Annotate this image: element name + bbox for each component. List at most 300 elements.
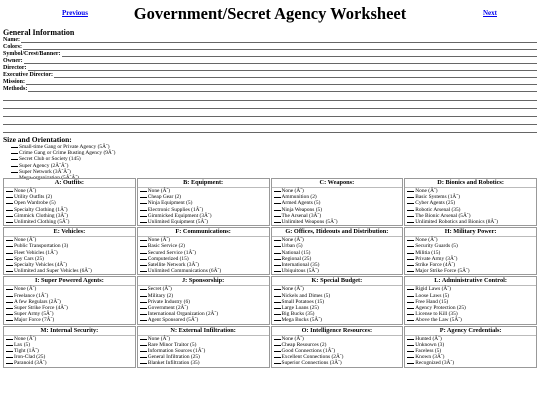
section-f-communications bbox=[137, 227, 270, 275]
section-e-vehicles bbox=[3, 227, 136, 275]
option-label: General Infiltration (25) bbox=[147, 354, 200, 361]
option-label: None (Â˜) bbox=[281, 335, 304, 342]
option-label: Blanket Infiltration (35) bbox=[147, 360, 200, 367]
section-title: D: Bionics and Robotics: bbox=[405, 179, 536, 188]
checkbox-line[interactable] bbox=[274, 308, 281, 309]
option-label: Paranoid (3Â˜) bbox=[14, 360, 47, 367]
methods-extra-lines bbox=[0, 93, 540, 133]
option-label: Ammunition (2) bbox=[281, 194, 317, 201]
option-item[interactable] bbox=[6, 317, 135, 323]
section-row bbox=[3, 326, 537, 369]
checkbox-line[interactable] bbox=[140, 320, 147, 321]
section-options bbox=[138, 237, 269, 274]
field-input-line[interactable] bbox=[21, 37, 537, 43]
section-d-bionics-and-robotics bbox=[404, 178, 537, 226]
field-methods bbox=[3, 86, 540, 93]
header-bar bbox=[0, 0, 540, 28]
checkbox-line[interactable] bbox=[407, 246, 414, 247]
section-l-administrative-control bbox=[404, 276, 537, 324]
option-item[interactable] bbox=[407, 219, 536, 225]
option-label: Urban (5) bbox=[281, 243, 303, 250]
checkbox-line[interactable] bbox=[407, 271, 414, 272]
section-g-offices-hideouts-and-distribution bbox=[271, 227, 404, 275]
checkbox-line[interactable] bbox=[407, 302, 414, 303]
checkbox-line[interactable] bbox=[6, 314, 13, 315]
checkbox-line[interactable] bbox=[274, 289, 281, 290]
checkbox-line[interactable] bbox=[407, 345, 414, 346]
field-label: Director: bbox=[3, 65, 27, 71]
option-item[interactable] bbox=[274, 219, 403, 225]
section-title: F: Communications: bbox=[138, 228, 269, 237]
option-label: Private Industry (6) bbox=[147, 298, 190, 305]
checkbox-line[interactable] bbox=[274, 320, 281, 321]
section-row bbox=[3, 276, 537, 325]
field-label: Mission: bbox=[3, 79, 26, 85]
option-label: The Bionic Arsenal (5Â˜) bbox=[415, 212, 471, 219]
option-label: Super Strike Force (4Â˜) bbox=[14, 305, 68, 312]
option-label: Tight (1Â˜) bbox=[14, 348, 39, 355]
checkbox-line[interactable] bbox=[6, 216, 13, 217]
checkbox-line[interactable] bbox=[407, 191, 414, 192]
size-option-label: Mega-organization (5Â˜Â˜) bbox=[19, 175, 79, 182]
checkbox-line[interactable] bbox=[407, 222, 414, 223]
section-title: E: Vehicles: bbox=[4, 228, 135, 237]
option-label: Ninja Weapons (5) bbox=[281, 206, 322, 213]
option-label: International Organization (2Â˜) bbox=[147, 311, 219, 318]
checkbox-line[interactable] bbox=[6, 197, 13, 198]
checkbox-line[interactable] bbox=[140, 210, 147, 211]
option-item[interactable] bbox=[140, 360, 269, 366]
section-options bbox=[272, 286, 403, 323]
field-name bbox=[3, 37, 540, 44]
field-executive-director bbox=[3, 72, 540, 79]
option-label: Small Potatoes (15) bbox=[281, 298, 325, 305]
checkbox-line[interactable] bbox=[6, 302, 13, 303]
option-label: Unlimited Robotics and Bionics (8Â˜) bbox=[415, 219, 498, 226]
checkbox-line[interactable] bbox=[274, 216, 281, 217]
option-label: License to Kill (35) bbox=[415, 311, 458, 318]
checkbox-line[interactable] bbox=[6, 265, 13, 266]
option-label: Militia (15) bbox=[415, 249, 441, 256]
checkbox-line[interactable] bbox=[140, 240, 147, 241]
option-label: Basic Service (2) bbox=[147, 243, 185, 250]
option-item[interactable] bbox=[274, 268, 403, 274]
section-options bbox=[4, 188, 135, 225]
section-row bbox=[3, 227, 537, 276]
option-label: Spy Cars (25) bbox=[14, 255, 44, 262]
checkbox-line[interactable] bbox=[140, 314, 147, 315]
checkbox-line[interactable] bbox=[6, 240, 13, 241]
checkbox-line[interactable] bbox=[6, 351, 13, 352]
section-options bbox=[405, 188, 536, 225]
page-title: Government/Secret Agency Worksheet bbox=[133, 4, 407, 23]
checkbox-line[interactable] bbox=[6, 271, 13, 272]
section-a-outfits bbox=[3, 178, 136, 226]
field-input-line[interactable] bbox=[54, 72, 537, 78]
blank-line[interactable] bbox=[3, 101, 537, 109]
checkbox-line[interactable] bbox=[407, 320, 414, 321]
section-options bbox=[405, 286, 536, 323]
checkbox-line[interactable] bbox=[140, 302, 147, 303]
option-label: Freelance (1Â˜) bbox=[14, 292, 49, 299]
option-label: Open Wardrobe (5) bbox=[14, 200, 56, 207]
checkbox-line[interactable] bbox=[274, 253, 281, 254]
checkbox-line[interactable] bbox=[407, 339, 414, 340]
section-options bbox=[272, 237, 403, 274]
checkbox-line[interactable] bbox=[140, 197, 147, 198]
checkbox-line[interactable] bbox=[6, 246, 13, 247]
size-option-label: Super Network (3Â˜Â˜) bbox=[19, 168, 71, 175]
option-label: Basic Systems (1Â˜) bbox=[415, 194, 460, 201]
checkbox-line[interactable] bbox=[274, 265, 281, 266]
checkbox-line[interactable] bbox=[274, 197, 281, 198]
checkbox-line[interactable] bbox=[274, 203, 281, 204]
option-label: The Arsenal (3Â˜) bbox=[281, 212, 322, 219]
option-label: Cyber Agents (25) bbox=[415, 200, 456, 207]
option-label: Armed Agents (5) bbox=[281, 200, 321, 207]
size-options bbox=[11, 144, 540, 181]
field-label: Name: bbox=[3, 37, 20, 43]
section-title: M: Internal Security: bbox=[4, 327, 135, 336]
field-label: Colors: bbox=[3, 44, 22, 50]
checkbox-line[interactable] bbox=[140, 351, 147, 352]
option-label: None (Â˜) bbox=[14, 188, 37, 194]
option-item[interactable] bbox=[407, 268, 536, 274]
section-title: L: Administrative Control: bbox=[405, 277, 536, 286]
general-information-heading: General Information bbox=[3, 28, 75, 37]
checkbox-line[interactable] bbox=[140, 259, 147, 260]
checkbox-line[interactable] bbox=[6, 357, 13, 358]
option-item[interactable] bbox=[274, 360, 403, 366]
section-options bbox=[272, 336, 403, 367]
option-label: Public Transportation (3) bbox=[14, 243, 69, 250]
option-item[interactable] bbox=[6, 219, 135, 225]
option-label: Good Connections (1Â˜) bbox=[281, 348, 336, 355]
option-label: Super Army (5Â˜) bbox=[14, 311, 54, 318]
section-h-military-power bbox=[404, 227, 537, 275]
option-item[interactable] bbox=[140, 219, 269, 225]
option-label: Ninja Equipment (5) bbox=[147, 200, 193, 207]
field-input-line[interactable] bbox=[24, 58, 537, 64]
option-label: International (35) bbox=[281, 262, 320, 269]
section-title: J: Sponsorship: bbox=[138, 277, 269, 286]
option-label: Major Force (7Â˜) bbox=[14, 317, 55, 324]
section-title: P: Agency Credentials: bbox=[405, 327, 536, 336]
checkbox-line[interactable] bbox=[274, 314, 281, 315]
checkbox-line[interactable] bbox=[274, 351, 281, 352]
option-label: None (Â˜) bbox=[147, 335, 171, 342]
option-label: Major Strike Force (5Â˜) bbox=[415, 268, 470, 275]
checkbox-line[interactable] bbox=[407, 289, 414, 290]
options-grid bbox=[3, 178, 537, 369]
field-input-line[interactable] bbox=[23, 44, 537, 50]
section-options bbox=[405, 336, 536, 367]
option-label: Big Bucks (35) bbox=[281, 311, 315, 318]
option-label: Fleet Vehicles (1Â˜) bbox=[14, 249, 58, 256]
option-label: Agent Sponsored (5Â˜) bbox=[147, 317, 199, 324]
checkbox-line[interactable] bbox=[11, 172, 18, 173]
checkbox-line[interactable] bbox=[6, 308, 13, 309]
option-label: Agency Protection (25) bbox=[415, 305, 466, 312]
checkbox-line[interactable] bbox=[407, 363, 414, 364]
option-label: None (Â˜) bbox=[415, 237, 438, 244]
size-orientation-heading: Size and Orientation: bbox=[3, 135, 72, 144]
checkbox-line[interactable] bbox=[274, 345, 281, 346]
field-label: Executive Director: bbox=[3, 72, 54, 78]
checkbox-line[interactable] bbox=[6, 222, 13, 223]
checkbox-line[interactable] bbox=[6, 320, 13, 321]
option-label: Regional (25) bbox=[281, 255, 312, 262]
size-option-label: Small-time Gang or Private Agency (5Â˜) bbox=[19, 144, 110, 150]
option-label: None (Â˜) bbox=[281, 188, 304, 194]
field-mission bbox=[3, 79, 540, 86]
checkbox-line[interactable] bbox=[140, 357, 147, 358]
section-title: B: Equipment: bbox=[138, 179, 269, 188]
option-label: Robotic Arsenal (35) bbox=[415, 206, 461, 213]
checkbox-line[interactable] bbox=[140, 265, 147, 266]
checkbox-line[interactable] bbox=[140, 203, 147, 204]
section-options bbox=[138, 286, 269, 323]
checkbox-line[interactable] bbox=[274, 271, 281, 272]
checkbox-line[interactable] bbox=[140, 222, 147, 223]
option-item[interactable] bbox=[140, 268, 269, 274]
checkbox-line[interactable] bbox=[6, 259, 13, 260]
field-input-line[interactable] bbox=[28, 86, 537, 92]
option-item[interactable] bbox=[274, 317, 403, 323]
field-input-line[interactable] bbox=[26, 79, 537, 85]
option-item[interactable] bbox=[6, 360, 135, 366]
section-options bbox=[272, 188, 403, 225]
checkbox-line[interactable] bbox=[274, 302, 281, 303]
field-owner bbox=[3, 58, 540, 65]
section-b-equipment bbox=[137, 178, 270, 226]
field-director bbox=[3, 65, 540, 72]
checkbox-line[interactable] bbox=[11, 147, 18, 148]
option-label: Ubiquitous (5Â˜) bbox=[281, 268, 319, 275]
checkbox-line[interactable] bbox=[6, 203, 13, 204]
option-label: None (Â˜) bbox=[14, 286, 37, 293]
option-label: Unlimited and Super Vehicles (6Â˜) bbox=[14, 268, 92, 275]
option-label: None (Â˜) bbox=[281, 237, 304, 244]
field-label: Methods: bbox=[3, 86, 28, 92]
field-input-line[interactable] bbox=[28, 65, 537, 71]
checkbox-line[interactable] bbox=[407, 259, 414, 260]
option-label: Specialty Clothing (1Â˜) bbox=[14, 206, 68, 213]
checkbox-line[interactable] bbox=[140, 363, 147, 364]
section-c-weapons bbox=[271, 178, 404, 226]
option-label: Recognized (3Â˜) bbox=[415, 360, 455, 367]
checkbox-line[interactable] bbox=[407, 197, 414, 198]
checkbox-line[interactable] bbox=[140, 271, 147, 272]
section-title: N: External Infiltration: bbox=[138, 327, 269, 336]
field-colors bbox=[3, 44, 540, 51]
checkbox-line[interactable] bbox=[407, 210, 414, 211]
option-label: Specialty Vehicles (4Â˜) bbox=[14, 262, 67, 269]
option-label: None (Â˜) bbox=[14, 335, 37, 342]
section-row bbox=[3, 178, 537, 227]
option-label: Rigid Laws (Â˜) bbox=[415, 286, 451, 293]
option-label: Iron-Clad (25) bbox=[14, 354, 46, 361]
size-option-label: Secret Club or Society (145) bbox=[19, 156, 81, 163]
option-label: Free Hand (15) bbox=[415, 298, 449, 305]
section-p-agency-credentials bbox=[404, 326, 537, 368]
option-label: Military (2) bbox=[147, 292, 174, 299]
checkbox-line[interactable] bbox=[6, 253, 13, 254]
option-label: Utility Outfits (2) bbox=[14, 194, 53, 201]
checkbox-line[interactable] bbox=[407, 296, 414, 297]
option-label: Cheap Resources (2) bbox=[281, 341, 327, 348]
option-label: Information Sources (1Â˜) bbox=[147, 348, 206, 355]
blank-line[interactable] bbox=[3, 117, 537, 125]
option-label: None (Â˜) bbox=[147, 237, 171, 244]
option-label: Secured Service (1Â˜) bbox=[147, 249, 196, 256]
section-title: A: Outfits: bbox=[4, 179, 135, 188]
option-label: Gimmick Clothing (3Â˜) bbox=[14, 212, 68, 219]
blank-line[interactable] bbox=[3, 125, 537, 133]
section-title: K: Special Budget: bbox=[272, 277, 403, 286]
section-options bbox=[4, 286, 135, 323]
section-title: C: Weapons: bbox=[272, 179, 403, 188]
section-options bbox=[4, 336, 135, 367]
checkbox-line[interactable] bbox=[6, 363, 13, 364]
option-label: Large Loans (25) bbox=[281, 305, 319, 312]
checkbox-line[interactable] bbox=[274, 296, 281, 297]
blank-line[interactable] bbox=[3, 93, 537, 101]
checkbox-line[interactable] bbox=[6, 289, 13, 290]
checkbox-line[interactable] bbox=[140, 253, 147, 254]
checkbox-line[interactable] bbox=[6, 345, 13, 346]
checkbox-line[interactable] bbox=[407, 253, 414, 254]
checkbox-line[interactable] bbox=[407, 203, 414, 204]
checkbox-line[interactable] bbox=[274, 259, 281, 260]
option-label: Security Guards (5) bbox=[415, 243, 458, 250]
checkbox-line[interactable] bbox=[274, 246, 281, 247]
option-label: Satellite Network (3Â˜) bbox=[147, 262, 199, 269]
general-fields bbox=[0, 37, 540, 93]
section-title: I: Super Powered Agents: bbox=[4, 277, 135, 286]
option-label: Unlimited Clothing (5Â˜) bbox=[14, 219, 70, 226]
checkbox-line[interactable] bbox=[274, 222, 281, 223]
option-label: Faceless (5) bbox=[415, 348, 442, 355]
option-label: A few Regulars (2Â˜) bbox=[14, 298, 61, 305]
option-label: Unlimited Weapons (5Â˜) bbox=[281, 219, 338, 226]
field-label: Symbol/Crest/Banner: bbox=[3, 51, 61, 57]
size-option-label: Super Agency (2Â˜Â˜) bbox=[19, 162, 69, 169]
section-i-super-powered-agents bbox=[3, 276, 136, 324]
option-label: Nickels and Dimes (5) bbox=[281, 292, 331, 299]
section-o-intelligence-resources bbox=[271, 326, 404, 368]
field-input-line[interactable] bbox=[62, 51, 537, 57]
option-item[interactable] bbox=[407, 317, 536, 323]
section-options bbox=[4, 237, 135, 274]
checkbox-line[interactable] bbox=[274, 191, 281, 192]
option-item[interactable] bbox=[407, 360, 536, 366]
section-options bbox=[405, 237, 536, 274]
field-symbol-crest-banner bbox=[3, 51, 540, 58]
previous-link[interactable]: Previous bbox=[62, 9, 88, 17]
section-title: H: Military Power: bbox=[405, 228, 536, 237]
checkbox-line[interactable] bbox=[6, 210, 13, 211]
checkbox-line[interactable] bbox=[140, 339, 147, 340]
checkbox-line[interactable] bbox=[407, 308, 414, 309]
checkbox-line[interactable] bbox=[274, 363, 281, 364]
option-label: Lax (5) bbox=[14, 341, 31, 348]
checkbox-line[interactable] bbox=[140, 216, 147, 217]
option-label: Strike Force (4Â˜) bbox=[415, 262, 456, 269]
option-label: Known (3Â˜) bbox=[415, 354, 445, 361]
checkbox-line[interactable] bbox=[6, 191, 13, 192]
section-title: G: Offices, Hideouts and Distribution: bbox=[272, 228, 403, 237]
section-j-sponsorship bbox=[137, 276, 270, 324]
option-label: Excellent Connections (2Â˜) bbox=[281, 354, 344, 361]
checkbox-line[interactable] bbox=[140, 289, 147, 290]
checkbox-line[interactable] bbox=[6, 296, 13, 297]
checkbox-line[interactable] bbox=[140, 296, 147, 297]
checkbox-line[interactable] bbox=[407, 216, 414, 217]
option-item[interactable] bbox=[140, 317, 269, 323]
checkbox-line[interactable] bbox=[11, 166, 18, 167]
option-label: Secret (Â˜) bbox=[147, 286, 172, 293]
next-link[interactable]: Next bbox=[483, 9, 497, 17]
checkbox-line[interactable] bbox=[407, 314, 414, 315]
option-label: Government (2Â˜) bbox=[147, 305, 189, 312]
checkbox-line[interactable] bbox=[407, 265, 414, 266]
section-title: O: Intelligence Resources: bbox=[272, 327, 403, 336]
checkbox-line[interactable] bbox=[140, 308, 147, 309]
checkbox-line[interactable] bbox=[140, 246, 147, 247]
option-label: None (Â˜) bbox=[14, 237, 37, 244]
checkbox-line[interactable] bbox=[11, 153, 18, 154]
option-label: None (Â˜) bbox=[147, 188, 171, 194]
section-m-internal-security bbox=[3, 326, 136, 368]
checkbox-line[interactable] bbox=[11, 159, 18, 160]
checkbox-line[interactable] bbox=[140, 345, 147, 346]
checkbox-line[interactable] bbox=[6, 339, 13, 340]
option-label: Unlimited Communications (6Â˜) bbox=[147, 268, 222, 275]
blank-line[interactable] bbox=[3, 109, 537, 117]
section-n-external-infiltration bbox=[137, 326, 270, 368]
option-label: Gimmicked Equipment (3Â˜) bbox=[147, 212, 212, 219]
field-label: Owner: bbox=[3, 58, 23, 64]
option-label: None (Â˜) bbox=[281, 286, 304, 293]
checkbox-line[interactable] bbox=[407, 357, 414, 358]
option-label: Mega Bucks (5Â˜) bbox=[281, 317, 322, 324]
checkbox-line[interactable] bbox=[140, 191, 147, 192]
option-label: Unknown (3) bbox=[415, 341, 445, 348]
section-options bbox=[138, 336, 269, 367]
option-label: Computerized (15) bbox=[147, 255, 189, 262]
option-label: Private Army (3Â˜) bbox=[415, 255, 458, 262]
checkbox-line[interactable] bbox=[274, 240, 281, 241]
section-k-special-budget bbox=[271, 276, 404, 324]
option-label: Loose Laws (5) bbox=[415, 292, 450, 299]
option-label: Rare Minor Traitor (5) bbox=[147, 341, 197, 348]
option-label: Unlimited Equipment (5Â˜) bbox=[147, 219, 208, 226]
option-label: Above the Law (5Â˜) bbox=[415, 317, 462, 324]
checkbox-line[interactable] bbox=[274, 339, 281, 340]
checkbox-line[interactable] bbox=[407, 240, 414, 241]
option-item[interactable] bbox=[6, 268, 135, 274]
option-label: Cheap Gear (2) bbox=[147, 194, 181, 201]
option-label: National (15) bbox=[281, 249, 311, 256]
checkbox-line[interactable] bbox=[274, 357, 281, 358]
section-options bbox=[138, 188, 269, 225]
option-label: Hunted (Â˜) bbox=[415, 335, 442, 342]
option-label: None (Â˜) bbox=[415, 188, 438, 194]
checkbox-line[interactable] bbox=[407, 351, 414, 352]
checkbox-line[interactable] bbox=[274, 210, 281, 211]
option-label: Electronic Supplies (1Â˜) bbox=[147, 206, 204, 213]
